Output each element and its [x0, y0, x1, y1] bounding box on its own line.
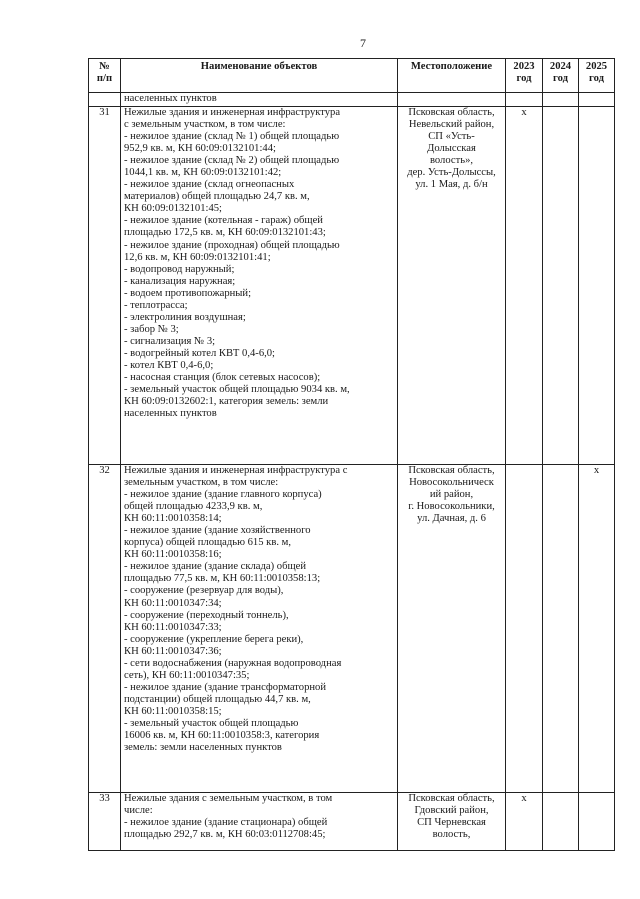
description-line: 16006 кв. м, КН 60:11:0010358:3, категория — [124, 730, 320, 742]
description-line: числе: — [124, 805, 153, 817]
object-location — [398, 793, 506, 851]
table-cell — [506, 93, 543, 107]
description-line: общей площадью 4233,9 кв. м, — [124, 501, 263, 513]
description-line: земельным участком, в том числе: — [124, 477, 279, 489]
year-mark-2024 — [543, 793, 579, 851]
object-location — [398, 465, 506, 793]
location-line: ул. Дачная, д. 6 — [417, 513, 486, 525]
location-line: Псковская область, — [408, 465, 495, 476]
location-line: ул. 1 Мая, д. б/н — [415, 179, 488, 191]
year-mark-2025 — [579, 793, 615, 851]
description-line: - водогрейный котел КВТ 0,4-6,0; — [124, 347, 276, 359]
location-line: Гдовский район, — [414, 805, 489, 817]
description-line: - канализация наружная; — [124, 275, 236, 287]
row-number: 31 — [89, 107, 121, 465]
year-mark-2024 — [543, 107, 579, 465]
description-line: КН 60:09:0132602:1, категория земель: земли — [124, 396, 329, 408]
location-line: СП Черневская — [417, 817, 486, 829]
description-line: Нежилые здания и инженерная инфраструктура с — [124, 465, 348, 476]
description-line: - нежилое здание (здание хозяйственного — [124, 525, 311, 537]
description-line: КН 60:09:0132101:45; — [124, 203, 222, 215]
description-line: КН 60:11:0010347:34; — [124, 597, 222, 609]
description-line: - сооружение (укрепление берега реки), — [124, 633, 304, 645]
location-line: Новосокольническ — [409, 477, 494, 489]
header-year-2024: 2024 год — [543, 59, 579, 93]
description-line: - нежилое здание (здание стационара) общей — [124, 817, 328, 829]
header-year-2025: 2025 год — [579, 59, 615, 93]
header-year-2023: 2023 год — [506, 59, 543, 93]
description-line: - насосная станция (блок сетевых насосов); — [124, 372, 321, 384]
description-line: - нежилое здание (склад № 1) общей площадью — [124, 131, 340, 143]
description-line: площадью 292,7 кв. м, КН 60:03:0112708:45; — [124, 829, 326, 841]
description-line: земель: земли населенных пунктов — [124, 742, 282, 754]
table-row — [89, 465, 615, 793]
description-line: КН 60:11:0010358:16; — [124, 549, 222, 561]
location-line: Невельский район, — [408, 119, 495, 131]
location-line: волость, — [432, 829, 471, 841]
objects-table — [88, 58, 615, 851]
description-line: - земельный участок общей площадью 9034 кв. м, — [124, 384, 350, 396]
year-mark-2024 — [543, 465, 579, 793]
description-line: материалов) общей площадью 24,7 кв. м, — [124, 191, 310, 203]
description-line: подстанции) общей площадью 44,7 кв. м, — [124, 693, 311, 705]
location-line: дер. Усть-Долыссы, — [407, 167, 496, 179]
description-line: КН 60:11:0010347:36; — [124, 645, 222, 657]
description-line: 1044,1 кв. м, КН 60:09:0132101:42; — [124, 167, 282, 179]
page-number: 7 — [360, 36, 366, 50]
description-line: с земельным участком, в том числе: — [124, 119, 286, 131]
table-cell — [398, 93, 506, 107]
description-line: - сигнализация № 3; — [124, 335, 216, 347]
description-line: - сооружение (переходный тоннель), — [124, 609, 289, 621]
description-line: - электролиния воздушная; — [124, 311, 246, 323]
description-line: площадью 77,5 кв. м, КН 60:11:0010358:13; — [124, 573, 321, 585]
description-line: - нежилое здание (котельная - гараж) общей — [124, 215, 323, 227]
description-line: площадью 172,5 кв. м, КН 60:09:0132101:43; — [124, 227, 326, 239]
description-line: КН 60:11:0010358:14; — [124, 513, 222, 525]
location-line: Псковская область, — [408, 107, 495, 118]
description-line: 12,6 кв. м, КН 60:09:0132101:41; — [124, 251, 271, 263]
location-line: ий район, — [429, 489, 474, 501]
object-description — [121, 107, 398, 465]
description-line: - сети водоснабжения (наружная водопроводная — [124, 657, 342, 669]
description-line: - земельный участок общей площадью — [124, 717, 299, 729]
year-mark-2023 — [506, 465, 543, 793]
header-number: № п/п — [89, 59, 121, 93]
description-line: - котел КВТ 0,4-6,0; — [124, 359, 214, 371]
description-line: КН 60:11:0010347:33; — [124, 621, 222, 633]
table-cell — [543, 93, 579, 107]
object-location — [398, 107, 506, 465]
description-line: 952,9 кв. м, КН 60:09:0132101:44; — [124, 143, 276, 155]
description-line: Нежилые здания и инженерная инфраструктура — [124, 107, 341, 118]
location-line: волость», — [429, 155, 474, 167]
description-line: - нежилое здание (проходная) общей площадью — [124, 239, 340, 251]
year-mark-2025 — [579, 107, 615, 465]
row-number: 32 — [89, 465, 121, 793]
year-mark-2025: х — [579, 465, 615, 793]
description-line: - теплотрасса; — [124, 299, 188, 311]
object-description — [121, 465, 398, 793]
description-line: - нежилое здание (склад № 2) общей площадью — [124, 155, 340, 167]
description-line: Нежилые здания с земельным участком, в том — [124, 793, 333, 804]
table-cell — [579, 93, 615, 107]
header-object-name: Наименование объектов — [121, 59, 398, 93]
location-line: Псковская область, — [408, 793, 495, 804]
header-location: Местоположение — [398, 59, 506, 93]
description-line: - водоем противопожарный; — [124, 287, 252, 299]
table-header-row — [89, 59, 615, 93]
table-cell — [89, 93, 121, 107]
year-mark-2023: х — [506, 107, 543, 465]
description-line: сеть), КН 60:11:0010347:35; — [124, 669, 250, 681]
description-line: - нежилое здание (здание главного корпуса) — [124, 489, 322, 501]
description-line: - сооружение (резервуар для воды), — [124, 585, 284, 597]
description-line: - забор № 3; — [124, 323, 179, 335]
description-line: - нежилое здание (здание склада) общей — [124, 561, 306, 573]
row-number: 33 — [89, 793, 121, 851]
description-line: населенных пунктов — [124, 408, 217, 420]
object-description — [121, 793, 398, 851]
description-line: - нежилое здание (склад огнеопасных — [124, 179, 295, 191]
location-line: г. Новосокольники, — [408, 501, 495, 513]
year-mark-2023: х — [506, 793, 543, 851]
location-line: СП «Усть- — [428, 131, 475, 143]
description-line: - нежилое здание (здание трансформаторной — [124, 681, 327, 693]
location-line: Долысская — [427, 143, 476, 155]
table-row — [89, 107, 615, 465]
continuation-text: населенных пунктов — [121, 93, 398, 107]
table-row-continuation — [89, 93, 615, 107]
description-line: корпуса) общей площадью 615 кв. м, — [124, 537, 291, 549]
table-row — [89, 793, 615, 851]
description-line: - водопровод наружный; — [124, 263, 235, 275]
description-line: КН 60:11:0010358:15; — [124, 705, 222, 717]
